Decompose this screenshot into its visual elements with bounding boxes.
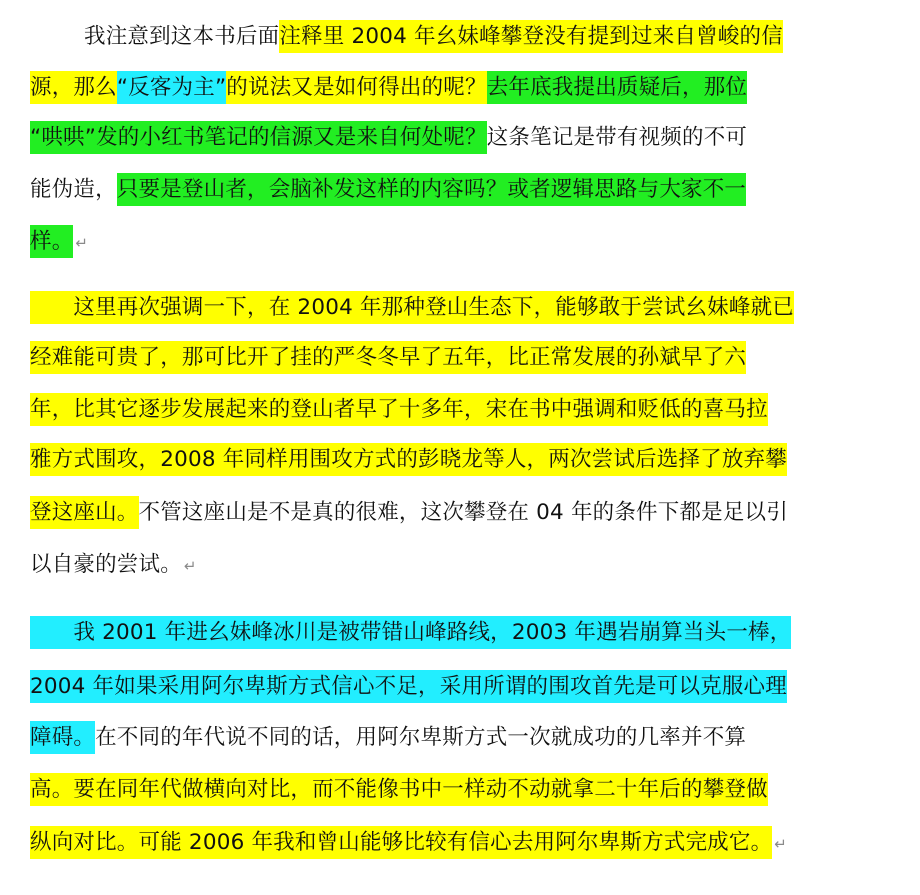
highlighted-text: 去年底我提出质疑后，那位	[487, 71, 747, 104]
highlighted-text: 源，那么	[30, 71, 117, 104]
highlighted-text: 经难能可贵了，那可比开了挂的严冬冬早了五年，比正常发展的孙斌早了六	[30, 341, 746, 374]
paragraph-mark-icon: ↵	[183, 557, 197, 575]
text-line	[30, 488, 788, 538]
highlighted-text: 我 2001 年进幺妹峰冰川是被带错山峰路线，2003 年遇岩崩算当头一棒，	[30, 616, 791, 649]
text-line	[84, 12, 783, 62]
text-line	[30, 818, 787, 868]
text-run: 这条笔记是带有视频的不可	[486, 125, 748, 150]
text-line	[30, 217, 88, 267]
highlighted-text: 的说法又是如何得出的呢？	[226, 71, 486, 104]
text-run: 我注意到这本书后面	[84, 24, 280, 49]
text-line	[30, 608, 791, 658]
paragraph-mark-icon: ↵	[774, 835, 788, 853]
text-line	[30, 540, 197, 590]
text-run: 能伪造，	[30, 177, 117, 202]
highlighted-text: 注释里 2004 年幺妹峰攀登没有提到过来自曾峻的信	[279, 20, 783, 53]
highlighted-text: 纵向对比。可能 2006 年我和曾山能够比较有信心去用阿尔卑斯方式完成它。	[30, 826, 772, 859]
text-run: 在不同的年代说不同的话，用阿尔卑斯方式一次就成功的几率并不算	[95, 725, 747, 750]
paragraph-mark-icon: ↵	[75, 234, 89, 252]
text-line	[30, 63, 747, 113]
highlighted-text: 2004 年如果采用阿尔卑斯方式信心不足，采用所谓的围攻首先是可以克服心理	[30, 670, 787, 703]
highlighted-text: 这里再次强调一下，在 2004 年那种登山生态下，能够敢于尝试幺妹峰就已	[30, 291, 794, 324]
text-line	[30, 113, 747, 163]
text-line	[30, 165, 746, 215]
text-run: 不管这座山是不是真的很难，这次攀登在 04 年的条件下都是足以引	[138, 500, 788, 525]
text-line	[30, 333, 746, 383]
highlighted-text: 年，比其它逐步发展起来的登山者早了十多年，宋在书中强调和贬低的喜马拉	[30, 393, 768, 426]
text-line	[30, 662, 787, 712]
highlighted-text: 登这座山。	[30, 496, 139, 529]
text-line	[30, 385, 768, 435]
highlighted-text: 只要是登山者，会脑补发这样的内容吗？或者逻辑思路与大家不一	[117, 173, 746, 206]
highlighted-text: 而不能像书中一样动不动就拿二十年后的攀登做	[312, 773, 768, 806]
text-line	[30, 765, 768, 815]
highlighted-text: 雅方式围攻，2008 年同样用围攻方式的彭晓龙等人，两次尝试后选择了放弃攀	[30, 443, 787, 476]
highlighted-text: 障碍。	[30, 721, 95, 754]
text-line	[30, 435, 787, 485]
highlighted-text: 样。	[30, 225, 73, 258]
text-line	[30, 283, 794, 333]
text-run: 以自豪的尝试。	[30, 552, 182, 577]
highlighted-text: 要在同年代做横向对比，	[73, 773, 312, 806]
highlighted-text: “哄哄”发的小红书笔记的信源又是来自何处呢？	[30, 121, 487, 154]
highlighted-text: 高。	[30, 773, 73, 806]
text-line	[30, 713, 746, 763]
highlighted-text: “反客为主”	[117, 71, 226, 104]
watermark: 8264.CO	[827, 6, 906, 24]
